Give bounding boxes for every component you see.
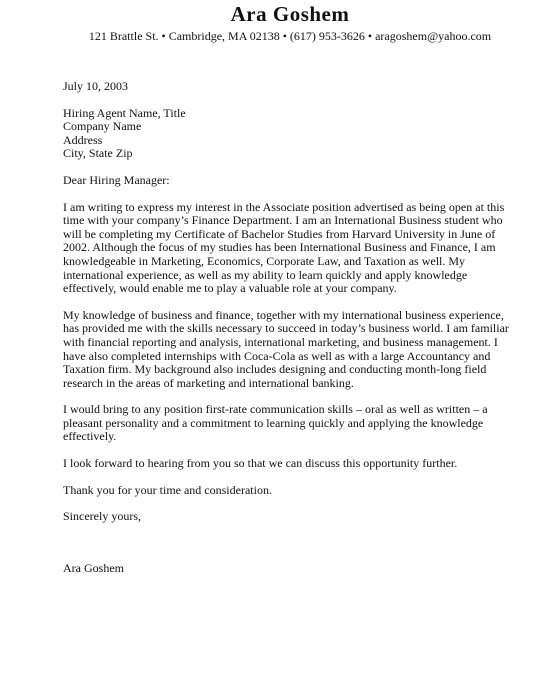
letter-date: July 10, 2003 <box>63 79 129 93</box>
paragraph-line: have also completed internships with Coca-Cola as well as with a large Accountancy and <box>63 348 491 363</box>
paragraph-line: My knowledge of business and finance, together with my international business experience, <box>63 307 504 322</box>
paragraph-line: will be completing my Certificate of Bachelor Studies from Harvard University in June of <box>63 226 496 241</box>
paragraph-1 <box>63 201 513 296</box>
paragraph-line: effectively, would enable me to play a valuable role at your company. <box>63 281 397 296</box>
paragraph-line: time with your company’s Finance Department. I am an International Business student who <box>63 213 503 228</box>
paragraph-line: knowledgeable in Marketing, Economics, Corporate Law, and Taxation as well. My <box>63 253 466 268</box>
paragraph-line: Thank you for your time and consideration. <box>63 482 272 497</box>
paragraph-line: 2002. Although the focus of my studies has been International Business and Finance, I am <box>63 240 496 255</box>
recipient-line: City, State Zip <box>63 146 133 161</box>
signature-name: Ara Goshem <box>63 560 124 575</box>
paragraph-line: I would bring to any position first-rate communication skills – oral as well as written – a <box>63 402 488 417</box>
letterhead <box>0 2 550 44</box>
paragraph-2 <box>63 309 513 391</box>
recipient-line: Company Name <box>63 119 142 134</box>
salutation: Dear Hiring Manager: <box>63 172 170 187</box>
recipient-line: Hiring Agent Name, Title <box>63 105 186 120</box>
paragraph-line: research in the areas of marketing and international banking. <box>63 375 354 390</box>
paragraph-line: international experience, as well as my ability to learn quickly and apply knowledge <box>63 267 468 282</box>
sender-name: Ara Goshem <box>230 2 350 26</box>
paragraph-line: has provided me with the skills necessary to succeed in today’s business world. I am familiar <box>63 321 509 336</box>
paragraph-line: Taxation firm. My background also includes designing and conducting month-long field <box>63 362 487 377</box>
recipient-line: Address <box>63 132 103 147</box>
paragraph-line: I am writing to express my interest in the Associate position advertised as being open at this <box>63 199 505 214</box>
closing: Sincerely yours, <box>63 509 141 524</box>
letter-body <box>63 80 513 575</box>
paragraph-5 <box>63 484 513 498</box>
paragraph-4 <box>63 457 513 471</box>
paragraph-line: pleasant personality and a commitment to learning quickly and applying the knowledge <box>63 415 484 430</box>
sender-contact-line: 121 Brattle St. • Cambridge, MA 02138 • (617) 953-3626 • aragoshem@yahoo.com <box>88 29 492 43</box>
paragraph-line: with financial reporting and analysis, international marketing, and business management. I <box>63 334 498 349</box>
paragraph-3 <box>63 403 513 444</box>
paragraph-line: effectively. <box>63 429 117 444</box>
paragraph-line: I look forward to hearing from you so that we can discuss this opportunity further. <box>63 456 458 471</box>
recipient-block <box>63 107 513 161</box>
